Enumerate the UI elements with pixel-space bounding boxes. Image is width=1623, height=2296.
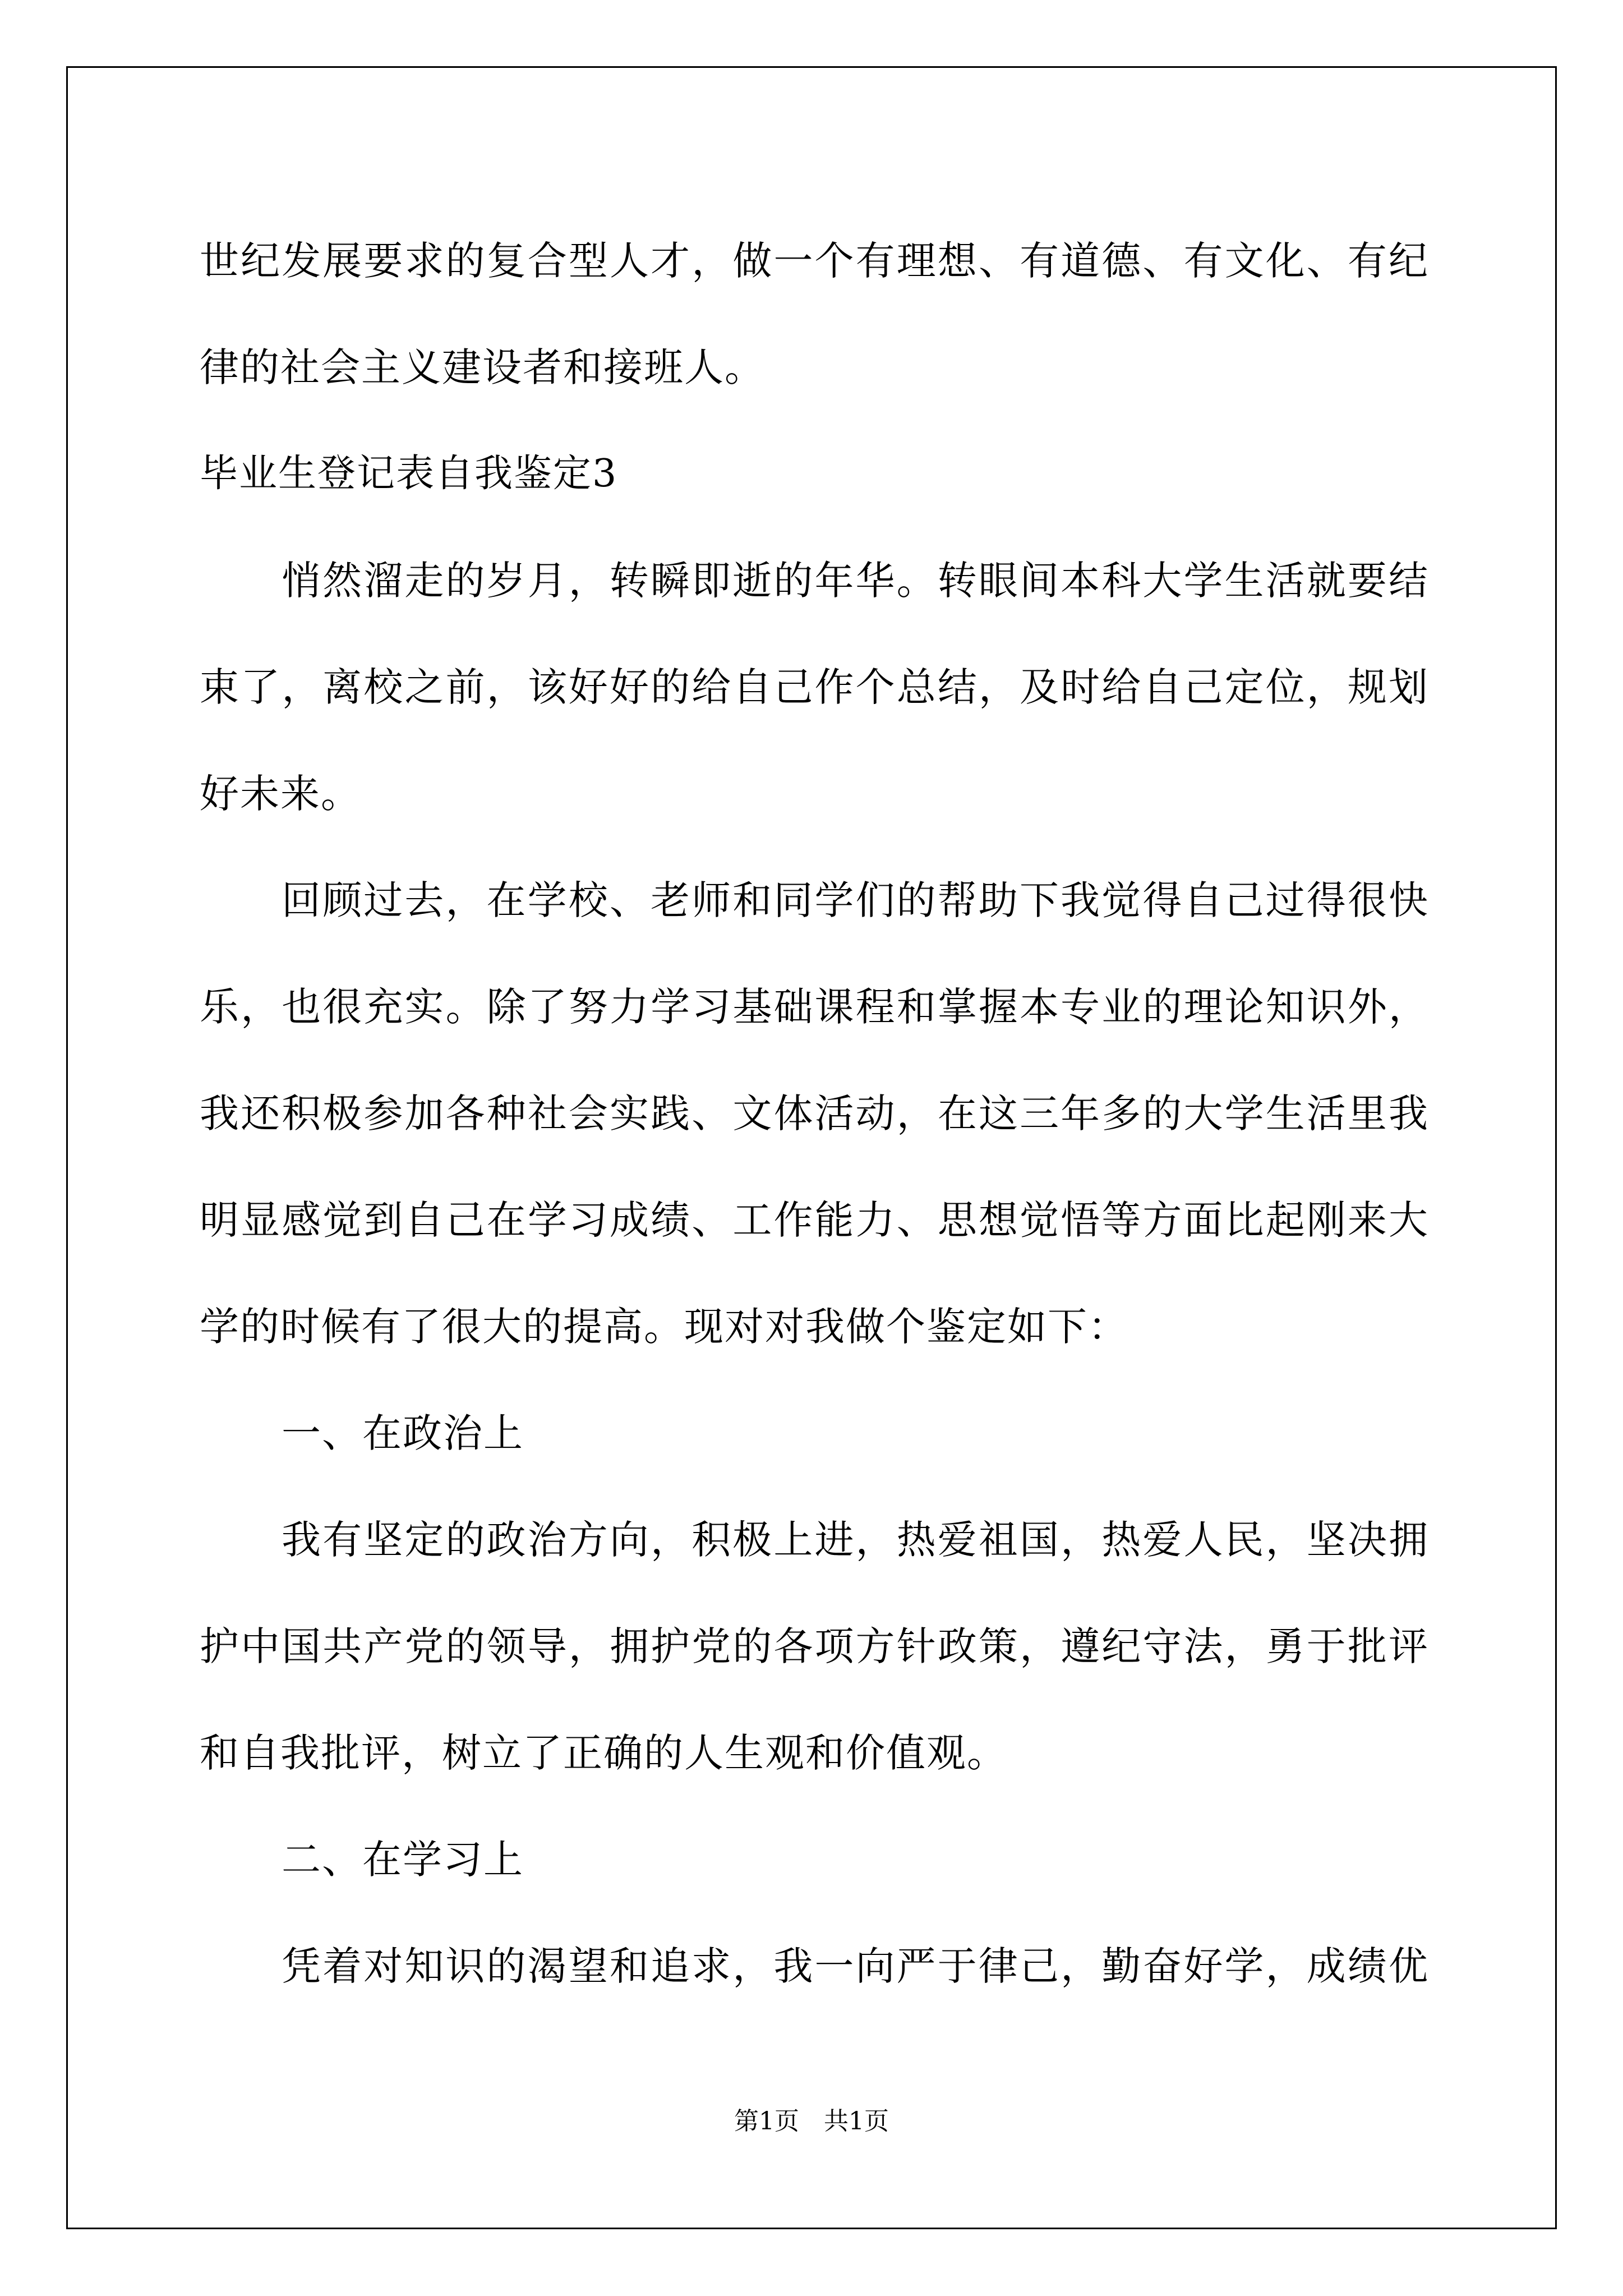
paragraph-line: 护中国共产党的领导，拥护党的各项方针政策，遵纪守法，勇于批评: [200, 1623, 1429, 1669]
paragraph-line: 悄然溜走的岁月，转瞬即逝的年华。转眼间本科大学生活就要结: [282, 558, 1429, 604]
paragraph-line: 我有坚定的政治方向，积极上进，热爱祖国，热爱人民，坚决拥: [282, 1517, 1429, 1563]
subsection-heading: 一、在政治上: [282, 1410, 524, 1456]
paragraph-line: 学的时候有了很大的提高。现对对我做个鉴定如下：: [200, 1304, 1128, 1350]
paragraph-line: 凭着对知识的渴望和追求，我一向严于律己，勤奋好学，成绩优: [282, 1943, 1429, 1989]
section-heading: 毕业生登记表自我鉴定3: [200, 452, 618, 496]
paragraph-line: 乐，也很充实。除了努力学习基础课程和掌握本专业的理论知识外，: [200, 984, 1429, 1030]
document-body: [200, 208, 1429, 2019]
paragraph-line: 回顾过去，在学校、老师和同学们的帮助下我觉得自己过得很快: [282, 877, 1429, 923]
paragraph-line: 好未来。: [200, 771, 361, 817]
paragraph-line: 明显感觉到自己在学习成绩、工作能力、思想觉悟等方面比起刚来大: [200, 1197, 1429, 1243]
paragraph-line: 束了，离校之前，该好好的给自己作个总结，及时给自己定位，规划: [200, 664, 1429, 710]
paragraph-line: 律的社会主义建设者和接班人。: [200, 344, 765, 390]
subsection-heading: 二、在学习上: [282, 1837, 524, 1883]
paragraph-line: 我还积极参加各种社会实践、文体活动，在这三年多的大学生活里我: [200, 1091, 1429, 1137]
paragraph-line: 和自我批评，树立了正确的人生观和价值观。: [200, 1730, 1007, 1776]
paragraph-line: 世纪发展要求的复合型人才，做一个有理想、有道德、有文化、有纪: [200, 238, 1429, 284]
page-number-footer: 第1页 共1页: [734, 2107, 889, 2136]
